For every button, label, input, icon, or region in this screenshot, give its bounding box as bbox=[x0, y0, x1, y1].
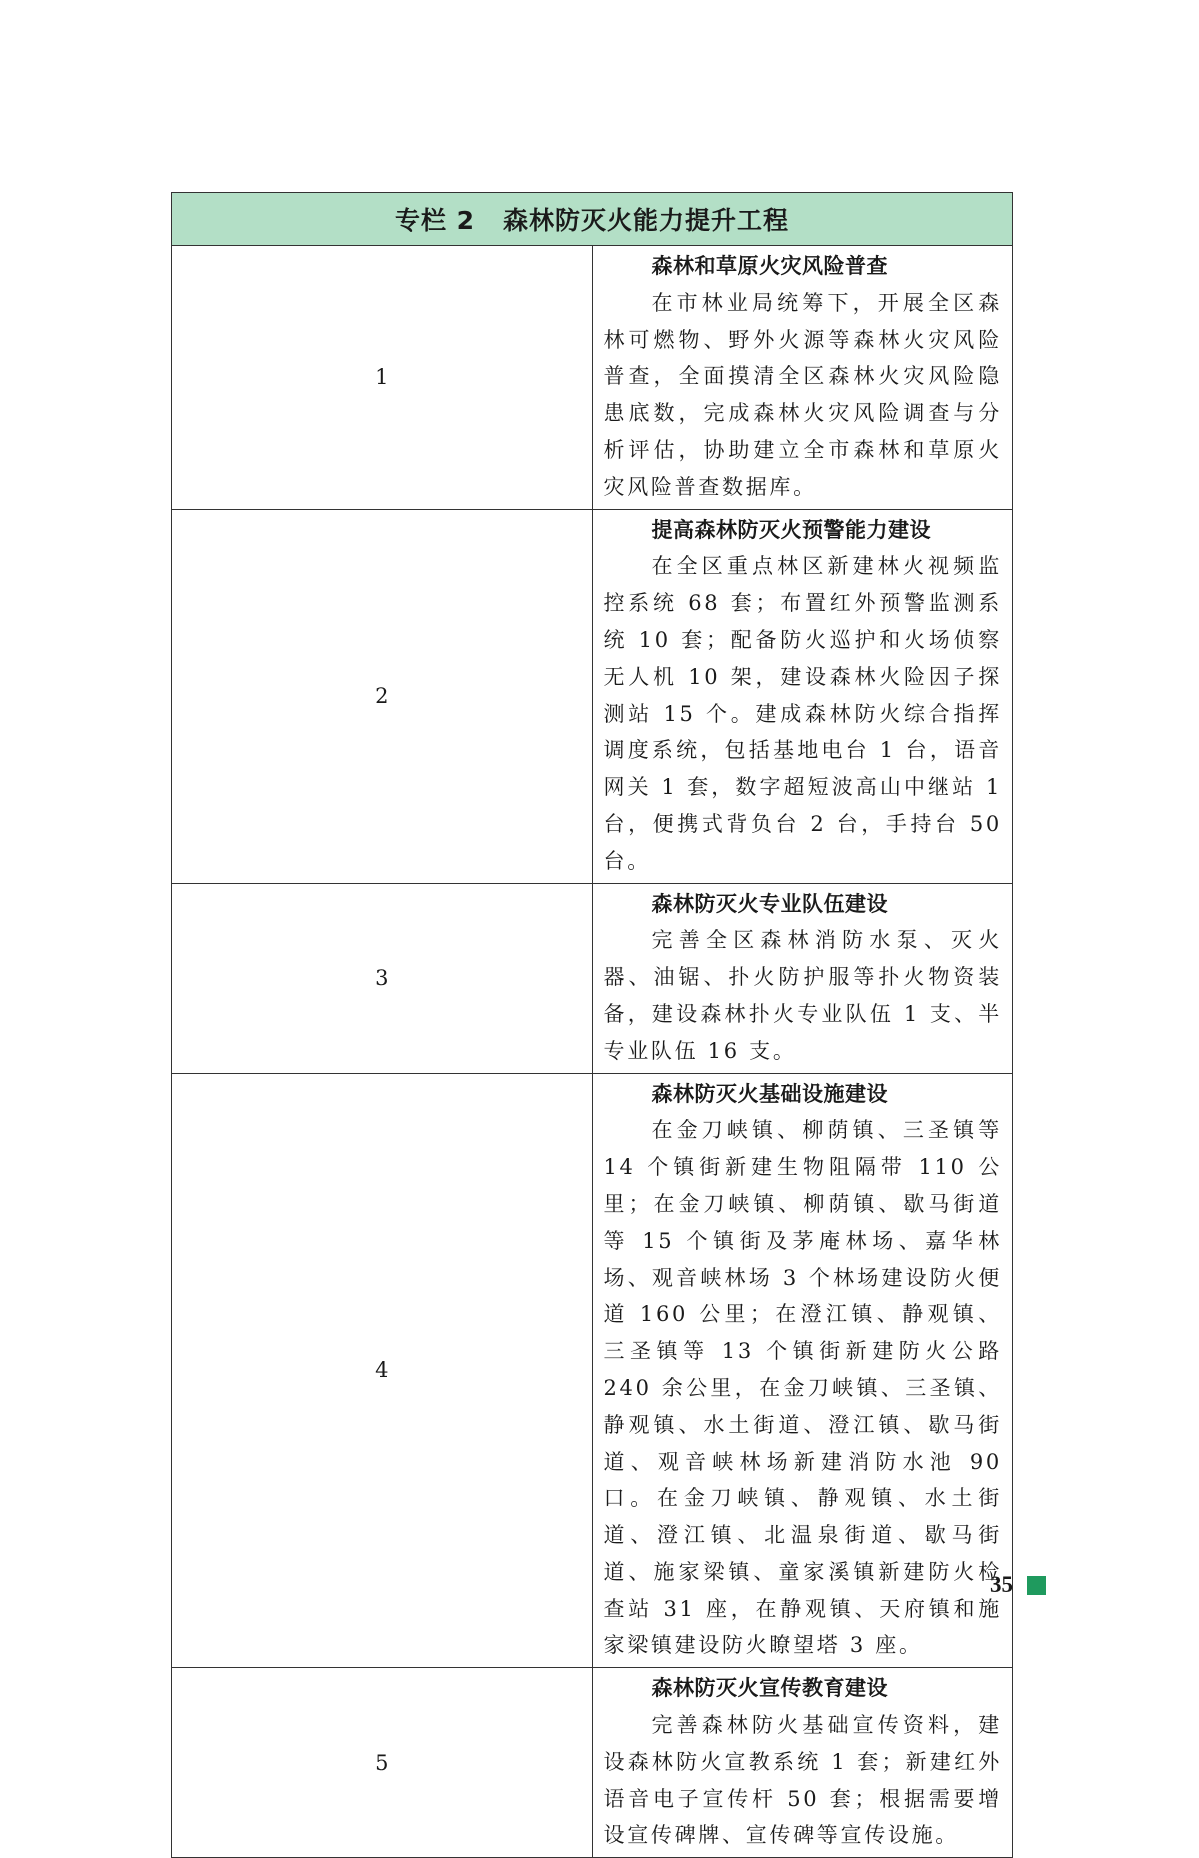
row-body: 在全区重点林区新建林火视频监控系统 68 套；布置红外预警监测系统 10 套；配备防火巡护和火场侦察无人机 10 架，建设森林火险因子探测站 15 个。建成森林防火综合指挥调度系统，包括基地电台 1 台，语音网关 1 套，数字超短波高山中继站 1 台，便携式背负台 2 台，手持台 50 台。 bbox=[603, 554, 1002, 873]
caption-prefix: 专栏 2 bbox=[394, 206, 476, 235]
row-number: 1 bbox=[172, 246, 593, 510]
page-number: 35 bbox=[990, 1572, 1013, 1597]
row-number: 3 bbox=[172, 883, 593, 1073]
row-heading: 森林防灭火宣传教育建设 bbox=[651, 1676, 888, 1701]
row-number: 4 bbox=[172, 1073, 593, 1668]
table-row bbox=[172, 1073, 1013, 1668]
table-row bbox=[172, 1668, 1013, 1858]
row-body: 完善森林防火基础宣传资料，建设森林防火宣教系统 1 套；新建红外语音电子宣传杆 50 套；根据需要增设宣传碑牌、宣传碑等宣传设施。 bbox=[603, 1713, 1002, 1848]
page-marker-square bbox=[1027, 1576, 1046, 1595]
row-content bbox=[592, 509, 1013, 883]
row-body: 完善全区森林消防水泵、灭火器、油锯、扑火防护服等扑火物资装备，建设森林扑火专业队伍 1 支、半专业队伍 16 支。 bbox=[603, 928, 1002, 1063]
table-row bbox=[172, 883, 1013, 1073]
table-caption bbox=[172, 193, 1013, 246]
row-heading: 森林和草原火灾风险普查 bbox=[651, 254, 888, 278]
project-column-table bbox=[171, 192, 1013, 1858]
row-number: 5 bbox=[172, 1668, 593, 1858]
row-body: 在金刀峡镇、柳荫镇、三圣镇等 14 个镇街新建生物阻隔带 110 公里；在金刀峡镇、柳荫镇、歇马街道等 15 个镇街及茅庵林场、嘉华林场、观音峡林场 3 个林场建设防火便道 160 公里；在澄江镇、静观镇、三圣镇等 13 个镇街新建防火公路 240 余公里，在金刀峡镇、三圣镇、静观镇、水土街道、澄江镇、歇马街道、观音峡林场新建消防水池 90 口。在金刀峡镇、静观镇、水土街道、澄江镇、北温泉街道、歇马街道、施家梁镇、童家溪镇新建防火检查站 31 座，在静观镇、天府镇和施家梁镇建设防火瞭望塔 3 座。 bbox=[603, 1118, 1002, 1658]
row-content bbox=[592, 246, 1013, 510]
row-content bbox=[592, 1073, 1013, 1668]
row-content bbox=[592, 883, 1013, 1073]
row-heading: 提高森林防灭火预警能力建设 bbox=[651, 517, 931, 542]
row-number: 2 bbox=[172, 509, 593, 883]
table-row bbox=[172, 509, 1013, 883]
row-heading: 森林防灭火专业队伍建设 bbox=[651, 891, 888, 916]
row-content bbox=[592, 1668, 1013, 1858]
row-body: 在市林业局统筹下，开展全区森林可燃物、野外火源等森林火灾风险普查，全面摸清全区森林火灾风险隐患底数，完成森林火灾风险调查与分析评估，协助建立全市森林和草原火灾风险普查数据库。 bbox=[603, 290, 1002, 499]
table-row bbox=[172, 246, 1013, 510]
row-heading: 森林防灭火基础设施建设 bbox=[651, 1081, 888, 1106]
caption-title: 森林防灭火能力提升工程 bbox=[503, 206, 790, 235]
